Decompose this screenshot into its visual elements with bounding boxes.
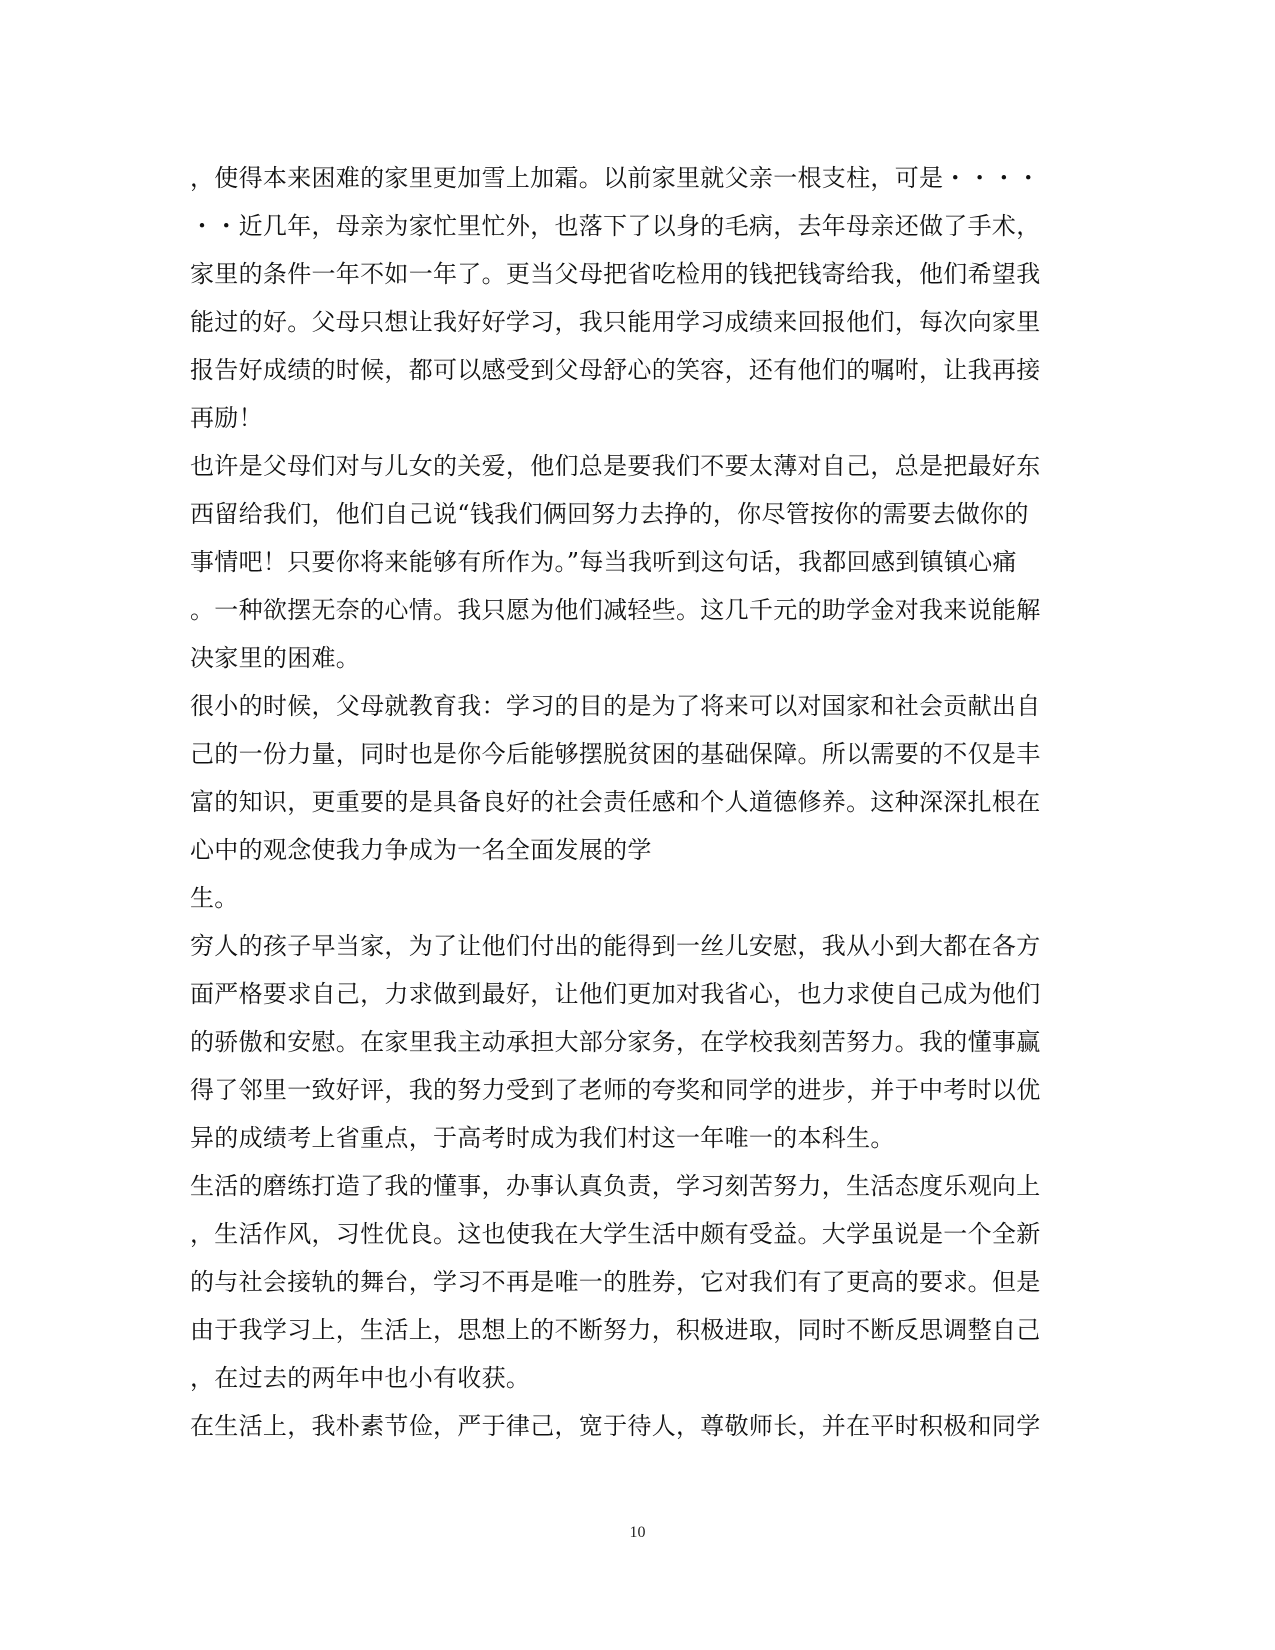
text-line: ，在过去的两年中也小有收获。 [190,1364,531,1392]
text-line: 穷人的孩子早当家，为了让他们付出的能得到一丝儿安慰，我从小到大都在各方 [190,932,1041,960]
text-line: 决家里的困难。 [190,644,361,672]
text-line: ・・近几年，母亲为家忙里忙外，也落下了以身的毛病，去年母亲还做了手术， [190,212,1041,240]
text-line: 报告好成绩的时候，都可以感受到父母舒心的笑容，还有他们的嘱咐，让我再接 [190,356,1041,384]
body-text [190,154,1090,1450]
text-line: 异的成绩考上省重点，于高考时成为我们村这一年唯一的本科生。 [190,1124,895,1152]
text-line: 的骄傲和安慰。在家里我主动承担大部分家务，在学校我刻苦努力。我的懂事赢 [190,1028,1041,1056]
page-number: 10 [629,1524,646,1541]
text-line: 生。 [190,884,239,912]
text-line: ，使得本来困难的家里更加雪上加霜。以前家里就父亲一根支柱，可是・・・・ [190,164,1041,192]
text-line: ，生活作风，习性优良。这也使我在大学生活中颇有受益。大学虽说是一个全新 [190,1220,1041,1248]
text-line: 西留给我们，他们自己说“钱我们俩回努力去挣的，你尽管按你的需要去做你的 [190,500,1029,528]
text-line: 很小的时候，父母就教育我：学习的目的是为了将来可以对国家和社会贡献出自 [190,692,1041,720]
text-line: 得了邻里一致好评，我的努力受到了老师的夸奖和同学的进步，并于中考时以优 [190,1076,1041,1104]
text-line: 生活的磨练打造了我的懂事，办事认真负责，学习刻苦努力，生活态度乐观向上 [190,1172,1041,1200]
text-line: 己的一份力量，同时也是你今后能够摆脱贫困的基础保障。所以需要的不仅是丰 [190,740,1041,768]
text-line: 面严格要求自己，力求做到最好，让他们更加对我省心，也力求使自己成为他们 [190,980,1041,1008]
text-line: 能过的好。父母只想让我好好学习，我只能用学习成绩来回报他们，每次向家里 [190,308,1041,336]
text-line: 再励！ [190,404,263,432]
text-line: 心中的观念使我力争成为一名全面发展的学 [190,836,652,864]
text-line: 也许是父母们对与儿女的关爱，他们总是要我们不要太薄对自己，总是把最好东 [190,452,1041,480]
text-line: 的与社会接轨的舞台，学习不再是唯一的胜券，它对我们有了更高的要求。但是 [190,1268,1041,1296]
text-line: 。一种欲摆无奈的心情。我只愿为他们减轻些。这几千元的助学金对我来说能解 [190,596,1041,624]
text-line: 事情吧！只要你将来能够有所作为。”每当我听到这句话，我都回感到镇镇心痛 [190,548,1017,576]
text-line: 家里的条件一年不如一年了。更当父母把省吃检用的钱把钱寄给我，他们希望我 [190,260,1041,288]
text-line: 富的知识，更重要的是具备良好的社会责任感和个人道德修养。这种深深扎根在 [190,788,1041,816]
text-line: 由于我学习上，生活上，思想上的不断努力，积极进取，同时不断反思调整自己 [190,1316,1041,1344]
text-line: 在生活上，我朴素节俭，严于律己，宽于待人，尊敬师长，并在平时积极和同学 [190,1412,1041,1440]
